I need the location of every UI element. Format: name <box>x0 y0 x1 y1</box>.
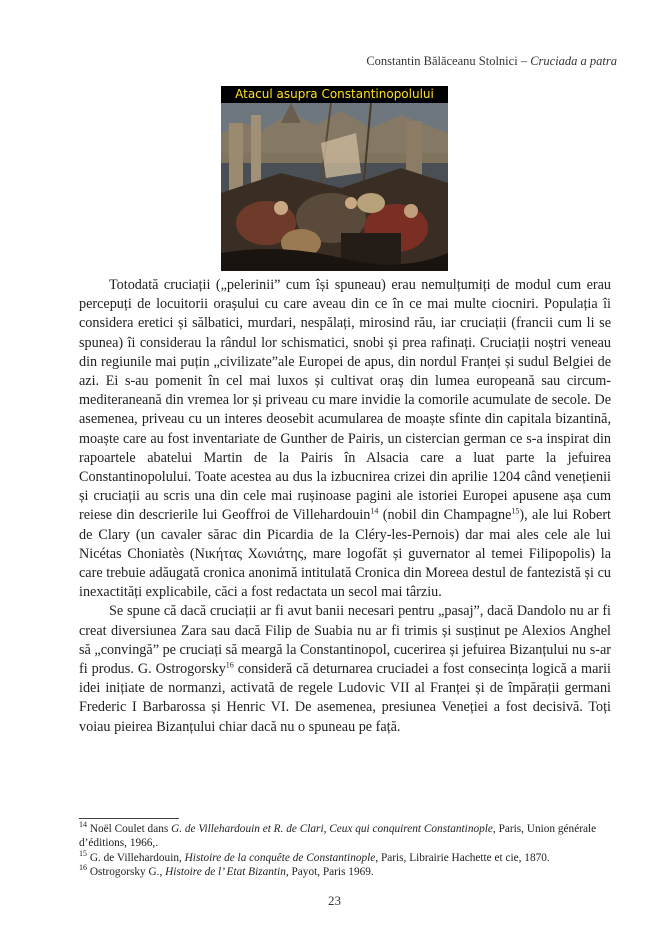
footnote-divider <box>79 818 179 819</box>
running-header <box>366 54 617 69</box>
header-work-title: Cruciada a patra <box>530 54 617 68</box>
footnote-ref[interactable]: 15 <box>511 506 520 516</box>
paragraph-text: Se spune că dacă cruciații ar fi avut banii necesari pentru „pasaj”, dacă Dandolo nu ar fi creat diversiunea Zara sau dacă Filip de Suabia nu ar fi trimis și susținut pe Alexios Anghel să „convingă” pe cruciați să meargă la Constantinopol, cucerirea și jefuirea Bizanțului nu s-ar fi produs. G. Ostrogorsky <box>79 603 611 678</box>
illustration-siege-painting <box>221 86 448 271</box>
footnote-title: G. de Villehardouin et R. de Clari, Ceux qui conquirent Constantinople <box>171 823 493 835</box>
paragraph <box>79 276 611 602</box>
footnote-text: Ostrogorsky G., <box>87 865 166 878</box>
footnote <box>79 848 613 865</box>
footnote-number: 14 <box>79 820 87 830</box>
footnote-ref[interactable]: 14 <box>370 506 379 516</box>
footnote-number: 15 <box>79 848 87 858</box>
footnote-title: Histoire de la conquête de Constantinople <box>184 851 376 864</box>
footnote-text: , Paris, Librairie Hachette et cie, 1870. <box>375 851 550 864</box>
paragraph <box>79 602 611 736</box>
figure-caption: Atacul asupra Constantinopolului <box>221 86 448 103</box>
paragraph-text: Totodată cruciații („pelerinii” cum își spuneau) erau nemulțumiți de modul cum erau percepuți de locuitorii orașului cu care aveau din ce în ce mai multe ciocniri. Populația îi considera eretici și sălbatici, murdari, nespălați, mirosind rău, iar cruciații (francii cum li se spunea) îi considerau la rândul lor schismatici, snobi și prea rafinați. Cruciații noștri veneau din regiunile mai puțin „civilizate”ale Europei de apus, din nordul Franței și sudul Belgiei de azi. Ei s-au pomenit în cel mai luxos și cultivat oraș din lumea europeană sau circum-mediteraneană din vremea lor și priveau cu mare invidie la comorile acumulate de secole. De asemenea, priveau cu un interes deosebit acumularea de moaște sfinte din capitala bizantină, moaște care au fost inventariate de Gunther de Pairis, un cistercian german ce s-a inspirat din rapoartele abatelui Martin de la Pairis în Alsacia care a luat parte la jefuirea Constantinopolului. Toate acestea au dus la izbucnirea crizei din aprilie 1204 când venețienii și cruciații au scris una din cele mai rușinoase pagini ale istoriei Europei apusene așa cum reiese din descrierile lui Geoffroi de Villehardouin <box>79 277 611 524</box>
header-author: Constantin Bălăceanu Stolnici <box>366 54 518 68</box>
header-separator: – <box>517 54 531 68</box>
paragraph-text: (nobil din Champagne <box>378 507 512 524</box>
page-number: 23 <box>328 893 341 908</box>
painting-image <box>221 103 448 271</box>
body-text <box>79 276 611 737</box>
footnote-text: Noël Coulet dans <box>87 823 172 835</box>
footnotes <box>79 822 613 879</box>
footnote-text: , Paris, Union générale d’éditions, 1966,. <box>79 823 597 850</box>
footnote-number: 16 <box>79 863 87 873</box>
footnote-ref[interactable]: 16 <box>225 660 234 670</box>
footnote <box>79 822 613 851</box>
footnote-title: Histoire de l’ Etat Bizantin, <box>165 865 289 878</box>
paragraph-text: consideră că deturnarea cruciadei a fost consecința logică a marii idei inițiate de normanzi, activată de regele Ludovic VII al Franței și de împărații germani Frederic I Barbarossa și Henric VI. De asemenea, presiunea Veneției a fost decisivă. Toți voiau pieirea Bizanțului chiar dacă nu o spuneau pe față. <box>79 661 611 735</box>
paragraph-text: ), ale lui Robert de Clary (un cavaler sărac din Picardia de la Cléry-les-Pernois) dar mai ales cele ale lui Nicétas Choniatès (Νικήτας Χωνιάτης, mare logofăt și guvernator al temei Filipopolis) la care trebuie adăugată cronica anonimă intitulată Cronica din Moreea destul de fantezistă și cu inexactități explicabile, căci a fost redactata un secol mai târziu. <box>79 507 611 601</box>
footnote-text: G. de Villehardouin, <box>87 851 185 864</box>
footnote <box>79 865 613 879</box>
footnote-text: Payot, Paris 1969. <box>288 865 374 878</box>
